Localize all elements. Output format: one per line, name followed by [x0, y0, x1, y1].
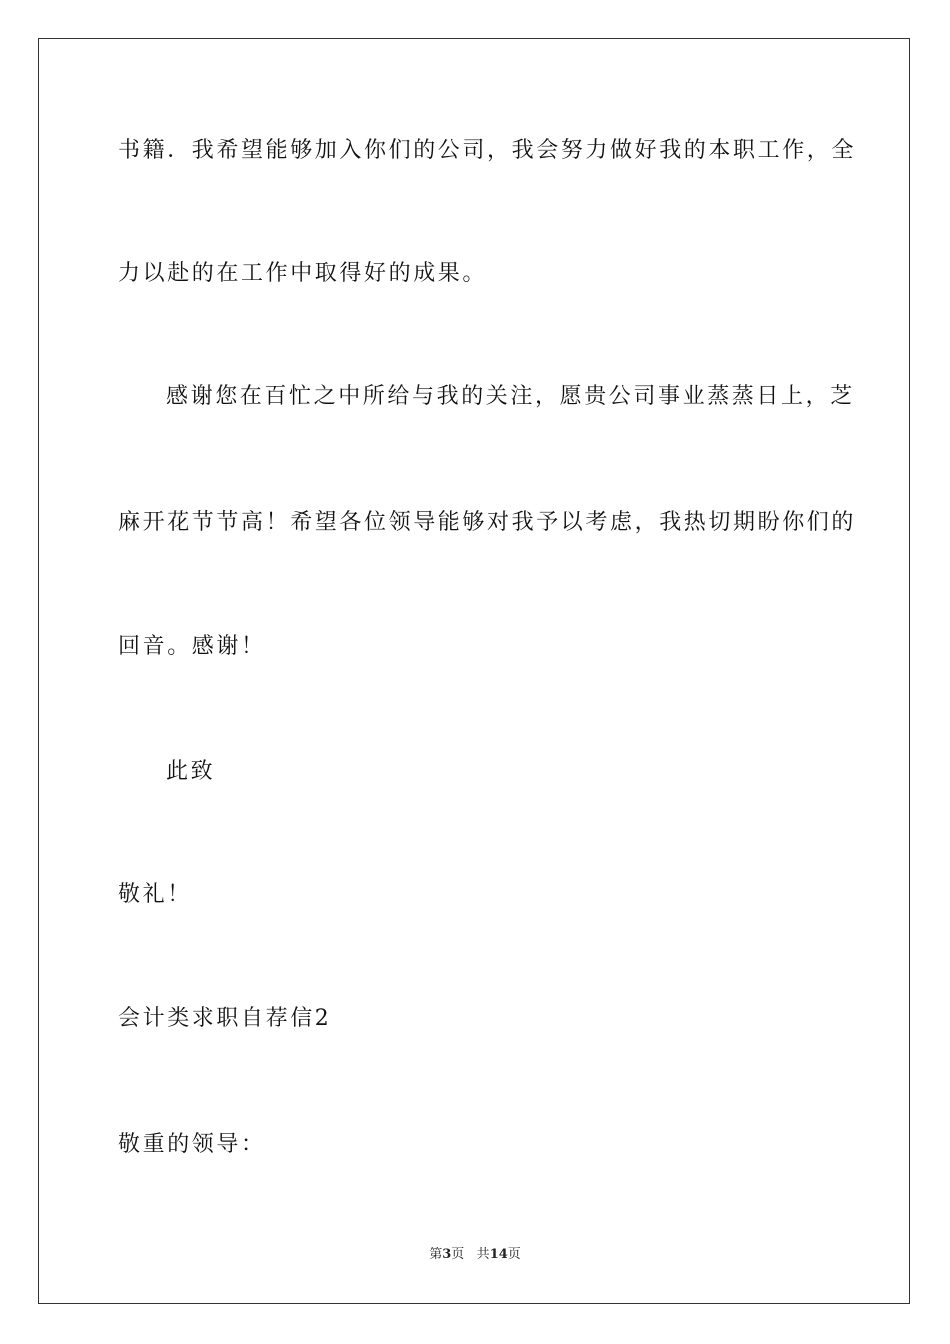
- closing-regards: 敬礼！: [118, 882, 192, 907]
- letter-title: 会计类求职自荐信2: [118, 1006, 332, 1031]
- body-line-4: 麻开花节节高！希望各位领导能够对我予以考虑，我热切期盼你们的: [118, 510, 857, 535]
- page-footer: [0, 1246, 950, 1264]
- closing-salutation: 此致: [166, 759, 216, 784]
- footer-total-suffix: 页: [507, 1247, 521, 1262]
- body-line-2: 力以赴的在工作中取得好的成果。: [118, 261, 488, 286]
- footer-total-pages: 14: [489, 1247, 508, 1262]
- footer-page-number: 3: [442, 1247, 452, 1262]
- body-line-3: 感谢您在百忙之中所给与我的关注，愿贵公司事业蒸蒸日上，芝: [166, 384, 855, 409]
- footer-page-suffix: 页: [451, 1247, 465, 1262]
- page-border: [38, 38, 910, 1304]
- body-line-5: 回音。感谢！: [118, 634, 266, 659]
- footer-page-prefix: 第: [429, 1247, 443, 1262]
- body-line-1: 书籍．我希望能够加入你们的公司，我会努力做好我的本职工作，全: [118, 138, 857, 163]
- greeting-line: 敬重的领导：: [118, 1132, 266, 1157]
- footer-total-prefix: 共: [476, 1247, 490, 1262]
